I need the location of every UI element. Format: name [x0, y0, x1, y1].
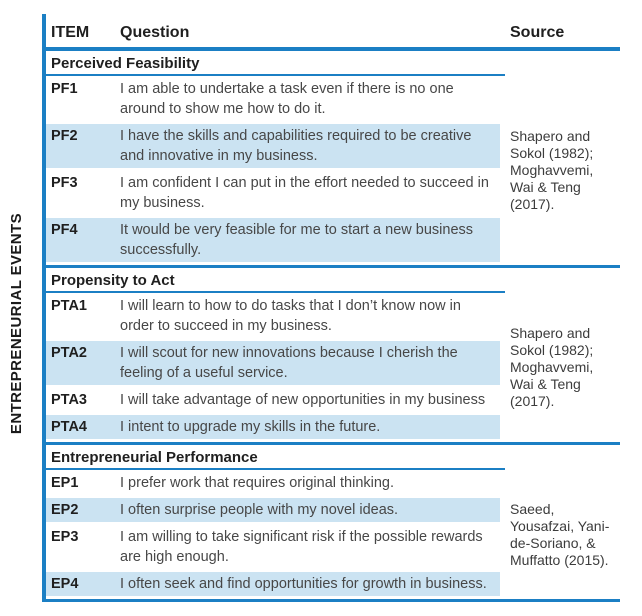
- table-row: [46, 415, 500, 439]
- item-code: PF1: [51, 81, 78, 97]
- table-row: [46, 171, 500, 215]
- column-header-item: ITEM: [51, 24, 90, 41]
- section-body: [46, 470, 620, 599]
- item-code: PF2: [51, 128, 78, 144]
- item-code: EP3: [51, 529, 79, 545]
- question-text: I will learn to how to do tasks that I don’t know now in order to succeed in my business.: [120, 298, 461, 334]
- question-text: It would be very feasible for me to start a new business successfully.: [120, 222, 474, 258]
- rows-column: [46, 76, 500, 265]
- section-body: [46, 76, 620, 265]
- items-table: [42, 14, 620, 602]
- section-underline: [46, 74, 505, 76]
- question-text: I have the skills and capabilities required to be creative and innovative in my business.: [120, 128, 472, 164]
- table-row: [46, 388, 500, 412]
- section-underline: [46, 468, 505, 470]
- section-header-propensity-to-act: [46, 268, 620, 293]
- question-text: I am able to undertake a task even if there is no one around to show me how to do it.: [120, 81, 454, 117]
- question-text: I will scout for new innovations because I cherish the feeling of a useful service.: [120, 345, 458, 381]
- table-row: [46, 218, 500, 262]
- table-row: [46, 77, 500, 121]
- question-text: I will take advantage of new opportunities in my business: [120, 392, 486, 408]
- section-title: Propensity to Act: [51, 272, 175, 289]
- section-body: [46, 293, 620, 442]
- source-cell: [500, 76, 620, 265]
- source-text: Saeed, Yousafzai, Yani-de-Soriano, & Muffatto (2015).: [510, 500, 610, 568]
- section-header-entrepreneurial-performance: [46, 445, 620, 470]
- item-code: EP2: [51, 502, 79, 518]
- table-row: [46, 572, 500, 596]
- table-row: [46, 294, 500, 338]
- item-code: EP4: [51, 576, 79, 592]
- question-text: I often surprise people with my novel ideas.: [120, 502, 399, 518]
- item-code: PTA2: [51, 345, 87, 361]
- question-text: I intent to upgrade my skills in the future.: [120, 419, 381, 435]
- table-row: [46, 124, 500, 168]
- column-header-source: Source: [510, 24, 565, 41]
- table-row: [46, 525, 500, 569]
- item-code: PTA4: [51, 419, 87, 435]
- item-code: EP1: [51, 475, 79, 491]
- vertical-axis-label: ENTREPRENEURIAL EVENTS: [8, 213, 25, 435]
- section-title: Perceived Feasibility: [51, 55, 200, 72]
- table-row: [46, 341, 500, 385]
- item-code: PF3: [51, 175, 78, 191]
- column-header-question: Question: [120, 24, 190, 41]
- source-text: Shapero and Sokol (1982); Moghavvemi, Wai & Teng (2017).: [510, 325, 594, 409]
- source-cell: [500, 293, 620, 442]
- section-underline: [46, 291, 505, 293]
- section-header-perceived-feasibility: [46, 51, 620, 76]
- item-code: PF4: [51, 222, 78, 238]
- table-row: [46, 498, 500, 522]
- question-text: I often seek and find opportunities for growth in business.: [120, 576, 487, 592]
- source-text: Shapero and Sokol (1982); Moghavvemi, Wai & Teng (2017).: [510, 128, 594, 212]
- table-row: [46, 471, 500, 495]
- source-cell: [500, 470, 620, 599]
- item-code: PTA3: [51, 392, 87, 408]
- item-code: PTA1: [51, 298, 87, 314]
- question-text: I am willing to take significant risk if the possible rewards are high enough.: [120, 529, 483, 565]
- table-header-row: [46, 14, 620, 47]
- table-bottom-rule: [46, 599, 620, 602]
- rows-column: [46, 293, 500, 442]
- section-title: Entrepreneurial Performance: [51, 449, 258, 466]
- rows-column: [46, 470, 500, 599]
- question-text: I prefer work that requires original thinking.: [120, 475, 395, 491]
- question-text: I am confident I can put in the effort needed to succeed in my business.: [120, 175, 489, 211]
